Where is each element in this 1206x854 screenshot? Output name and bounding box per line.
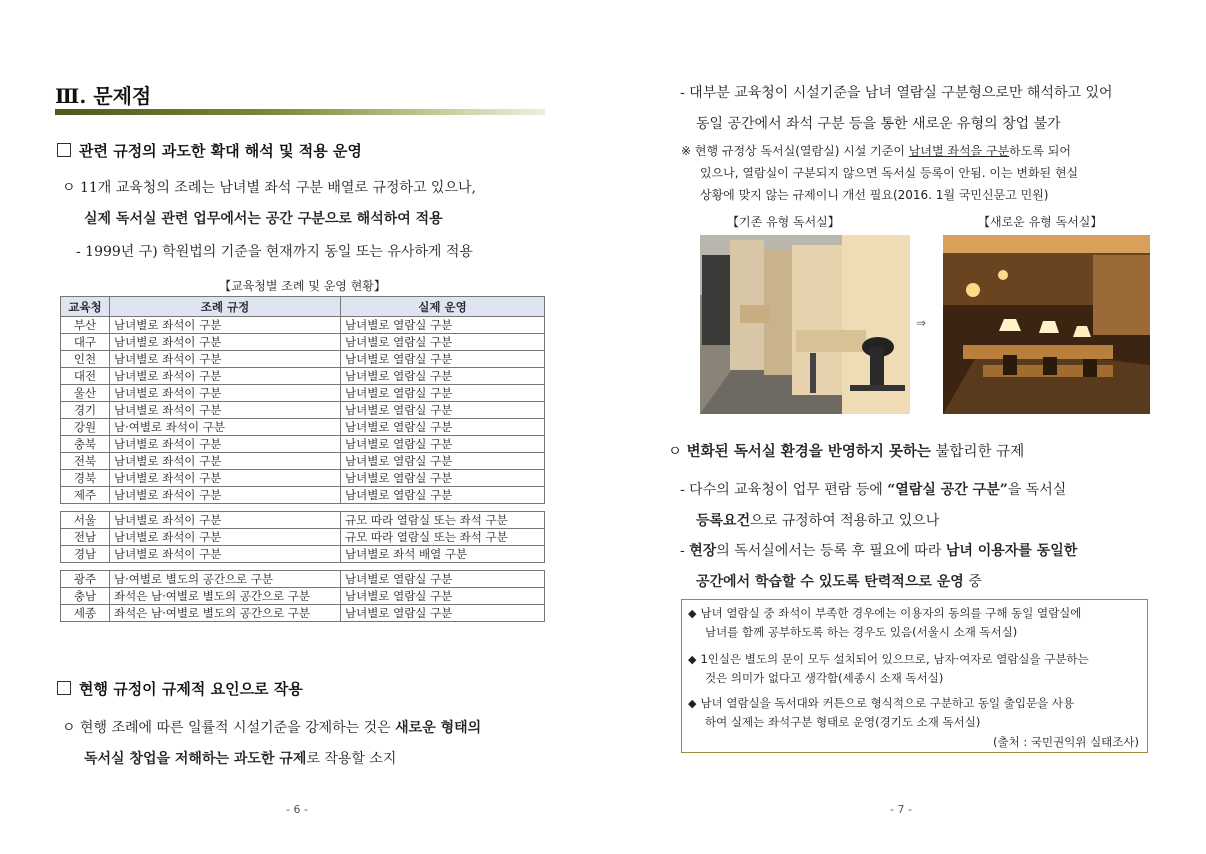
cell-operation: 남녀별로 좌석 배열 구분 [341, 546, 545, 563]
cell-operation: 규모 따라 열람실 또는 좌석 구분 [341, 529, 545, 546]
arrow-icon: ⇒ [916, 316, 927, 330]
cell-operation: 남녀별로 열람실 구분 [341, 487, 545, 504]
cell-office: 전남 [61, 529, 110, 546]
paragraph-registration-requirement: - 다수의 교육청이 업무 편람 등에 “열람실 공간 구분”을 독서실 등록요건으로 규정하여 적용하고 있으나 [680, 482, 1067, 529]
table-header-row [61, 297, 545, 317]
cell-ordinance: 남녀별로 좌석이 구분 [110, 487, 341, 504]
cell-office: 경남 [61, 546, 110, 563]
quote-item-seoul: ◆ 남녀 열람실 중 좌석이 부족한 경우에는 이용자의 동의를 구해 동일 열람실에 남녀를 함께 공부하도록 하는 경우도 있음(서울시 소재 독서실) [688, 606, 1082, 639]
cell-ordinance: 남녀별로 좌석이 구분 [110, 368, 341, 385]
cell-operation: 남녀별로 열람실 구분 [341, 470, 545, 487]
cell-office: 전북 [61, 453, 110, 470]
table-row [61, 368, 545, 385]
table-row [61, 470, 545, 487]
cell-operation: 남녀별로 열람실 구분 [341, 317, 545, 334]
cell-office: 세종 [61, 605, 110, 622]
table-row [61, 334, 545, 351]
cell-operation: 남녀별로 열람실 구분 [341, 334, 545, 351]
section-title: Ⅲ. 문제점 [55, 84, 152, 108]
diamond-bullet-icon: ◆ [688, 653, 697, 666]
cell-office: 경기 [61, 402, 110, 419]
paragraph-1999-law: - 1999년 구) 학원법의 기준을 현재까지 동일 또는 유사하게 적용 [76, 244, 473, 260]
table-caption: 【교육청별 조례 및 운영 현황】 [219, 279, 386, 293]
cell-office: 대전 [61, 368, 110, 385]
paragraph-uniform-standard: ㅇ 현행 조례에 따른 일률적 시설기준을 강제하는 것은 새로운 형태의 독서실 창업을 저해하는 과도한 규제로 작용할 소지 [62, 720, 482, 767]
cell-office: 경북 [61, 470, 110, 487]
cell-ordinance: 남녀별로 좌석이 구분 [110, 385, 341, 402]
cell-office: 인천 [61, 351, 110, 368]
cell-ordinance: 남녀별로 좌석이 구분 [110, 546, 341, 563]
table-row [61, 453, 545, 470]
table-row [61, 487, 545, 504]
table-row [61, 351, 545, 368]
cell-ordinance: 남녀별로 좌석이 구분 [110, 351, 341, 368]
table-group-gap [61, 563, 545, 571]
cell-operation: 남녀별로 열람실 구분 [341, 588, 545, 605]
table-row [61, 529, 545, 546]
table-row [61, 402, 545, 419]
table-row [61, 419, 545, 436]
cell-ordinance: 남·여별로 좌석이 구분 [110, 419, 341, 436]
cell-ordinance: 남녀별로 좌석이 구분 [110, 470, 341, 487]
cell-ordinance: 남녀별로 좌석이 구분 [110, 453, 341, 470]
cell-office: 제주 [61, 487, 110, 504]
table-row [61, 588, 545, 605]
civil-complaint-note: ※ 현행 규정상 독서실(열람실) 시설 기준이 남녀별 좌석을 구분하도록 되어 있으나, 열람실이 구분되지 않으면 독서실 등록이 안됨. 이는 변화된 현실 상황에 맞지 않는 규제이니 개선 필요(2016. 1월 국민신문고 민원) [681, 144, 1079, 202]
cell-office: 광주 [61, 571, 110, 588]
cell-operation: 규모 따라 열람실 또는 좌석 구분 [341, 512, 545, 529]
cell-office: 대구 [61, 334, 110, 351]
heading-regulation-overextension: 관련 규정의 과도한 확대 해석 및 적용 운영 [57, 140, 362, 161]
cell-operation: 남녀별로 열람실 구분 [341, 402, 545, 419]
page-number-left: - 6 - [286, 803, 308, 816]
cell-operation: 남녀별로 열람실 구분 [341, 351, 545, 368]
table-row [61, 546, 545, 563]
col-header-office: 교육청 [61, 297, 110, 317]
cell-ordinance: 남·여별로 별도의 공간으로 구분 [110, 571, 341, 588]
page-number-right: - 7 - [890, 803, 912, 816]
col-header-operation: 실제 운영 [341, 297, 545, 317]
cell-ordinance: 좌석은 남·여별로 별도의 공간으로 구분 [110, 588, 341, 605]
table-row [61, 317, 545, 334]
cell-operation: 남녀별로 열람실 구분 [341, 419, 545, 436]
table-row [61, 385, 545, 402]
caption-old-study-room: 【기존 유형 독서실】 [727, 215, 840, 229]
photo-new-study-room [943, 235, 1150, 414]
cell-office: 강원 [61, 419, 110, 436]
cell-ordinance: 남녀별로 좌석이 구분 [110, 334, 341, 351]
quote-item-gyeonggi: ◆ 남녀 열람실을 독서대와 커튼으로 형식적으로 구분하고 동일 출입문을 사용 하여 실제는 좌석구분 형태로 운영(경기도 소재 독서실) [688, 696, 1075, 729]
survey-quote-box [681, 599, 1148, 753]
cell-office: 충북 [61, 436, 110, 453]
cell-ordinance: 남녀별로 좌석이 구분 [110, 529, 341, 546]
cell-ordinance: 좌석은 남·여별로 별도의 공간으로 구분 [110, 605, 341, 622]
section-title-bar [55, 109, 545, 115]
caption-new-study-room: 【새로운 유형 독서실】 [978, 215, 1103, 229]
paragraph-majority-offices: - 대부분 교육청이 시설기준을 남녀 열람실 구분형으로만 해석하고 있어 동일 공간에서 좌석 구분 등을 통한 새로운 유형의 창업 불가 [680, 85, 1113, 132]
source-note: (출처 : 국민권익위 실태조사) [992, 735, 1139, 749]
photo-old-study-room [700, 235, 910, 414]
cell-operation: 남녀별로 열람실 구분 [341, 385, 545, 402]
cell-ordinance: 남녀별로 좌석이 구분 [110, 317, 341, 334]
table-row [61, 605, 545, 622]
paragraph-unreasonable-regulation: ㅇ 변화된 독서실 환경을 반영하지 못하는 불합리한 규제 [668, 444, 1025, 460]
cell-operation: 남녀별로 열람실 구분 [341, 368, 545, 385]
cell-ordinance: 남녀별로 좌석이 구분 [110, 402, 341, 419]
table-row [61, 436, 545, 453]
checkbox-square-icon [57, 143, 71, 157]
cell-operation: 남녀별로 열람실 구분 [341, 436, 545, 453]
paragraph-ordinance: ㅇ 11개 교육청의 조례는 남녀별 좌석 구분 배열로 규정하고 있으나, 실제 독서실 관련 업무에서는 공간 구분으로 해석하여 적용 [62, 180, 476, 227]
col-header-ordinance: 조례 규정 [110, 297, 341, 317]
cell-operation: 남녀별로 열람실 구분 [341, 605, 545, 622]
paragraph-flexible-operation: - 현장의 독서실에서는 등록 후 필요에 따라 남녀 이용자를 동일한 공간에서 학습할 수 있도록 탄력적으로 운영 중 [680, 543, 1078, 590]
checkbox-square-icon [57, 681, 71, 695]
diamond-bullet-icon: ◆ [688, 607, 697, 620]
cell-ordinance: 남녀별로 좌석이 구분 [110, 512, 341, 529]
diamond-bullet-icon: ◆ [688, 697, 697, 710]
cell-operation: 남녀별로 열람실 구분 [341, 571, 545, 588]
table-group-gap [61, 504, 545, 512]
cell-office: 부산 [61, 317, 110, 334]
cell-ordinance: 남녀별로 좌석이 구분 [110, 436, 341, 453]
cell-office: 충남 [61, 588, 110, 605]
cell-operation: 남녀별로 열람실 구분 [341, 453, 545, 470]
table-row [61, 571, 545, 588]
cell-office: 서울 [61, 512, 110, 529]
quote-item-sejong: ◆ 1인실은 별도의 문이 모두 설치되어 있으므로, 남자·여자로 열람실을 구분하는 것은 의미가 없다고 생각함(세종시 소재 독서실) [688, 652, 1089, 685]
ordinance-table [60, 296, 545, 622]
heading-regulatory-factor: 현행 규정이 규제적 요인으로 작용 [57, 678, 303, 699]
cell-office: 울산 [61, 385, 110, 402]
table-row [61, 512, 545, 529]
